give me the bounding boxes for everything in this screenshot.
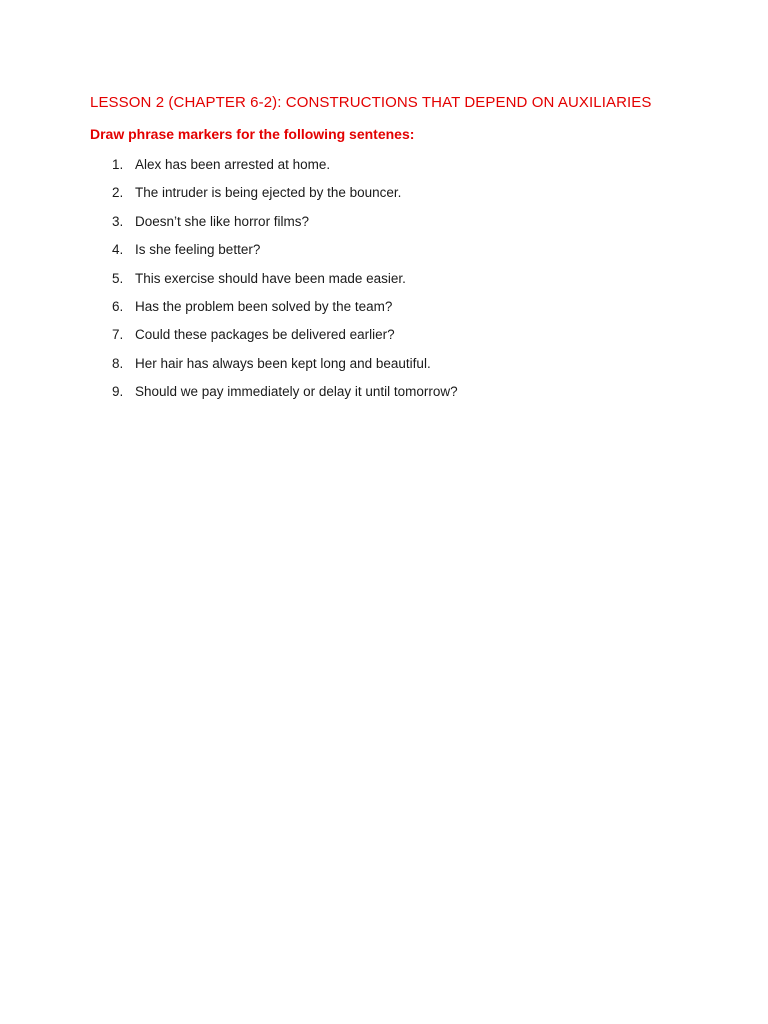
item-number: 9. — [112, 384, 124, 400]
list-item — [0, 155, 768, 183]
item-text: This exercise should have been made easier. — [135, 270, 406, 286]
list-item — [0, 354, 768, 382]
item-number: 2. — [112, 185, 124, 201]
list-item — [0, 212, 768, 240]
list-item — [0, 382, 768, 410]
item-text: Doesn’t she like horror films? — [135, 213, 310, 229]
item-number: 3. — [112, 213, 124, 229]
item-text: Could these packages be delivered earlier? — [135, 327, 395, 343]
list-item — [0, 183, 768, 211]
item-text: Should we pay immediately or delay it until tomorrow? — [135, 384, 458, 400]
sentence-list — [0, 155, 768, 411]
item-number: 6. — [112, 298, 124, 314]
item-number: 1. — [112, 157, 124, 172]
list-item — [0, 240, 768, 268]
instruction-text: Draw phrase markers for the following sentenes: — [90, 126, 415, 142]
lesson-title: LESSON 2 (CHAPTER 6-2): CONSTRUCTIONS THAT DEPEND ON AUXILIARIES — [90, 94, 652, 111]
item-number: 4. — [112, 242, 124, 258]
item-text: Has the problem been solved by the team? — [135, 298, 393, 314]
item-number: 8. — [112, 355, 124, 371]
item-text: The intruder is being ejected by the bouncer. — [135, 185, 402, 201]
list-item — [0, 325, 768, 353]
list-item — [0, 297, 768, 325]
item-text: Is she feeling better? — [135, 242, 261, 258]
item-text: Alex has been arrested at home. — [135, 157, 331, 172]
item-text: Her hair has always been kept long and beautiful. — [135, 355, 431, 371]
item-number: 5. — [112, 270, 124, 286]
item-number: 7. — [112, 327, 124, 343]
list-item — [0, 269, 768, 297]
